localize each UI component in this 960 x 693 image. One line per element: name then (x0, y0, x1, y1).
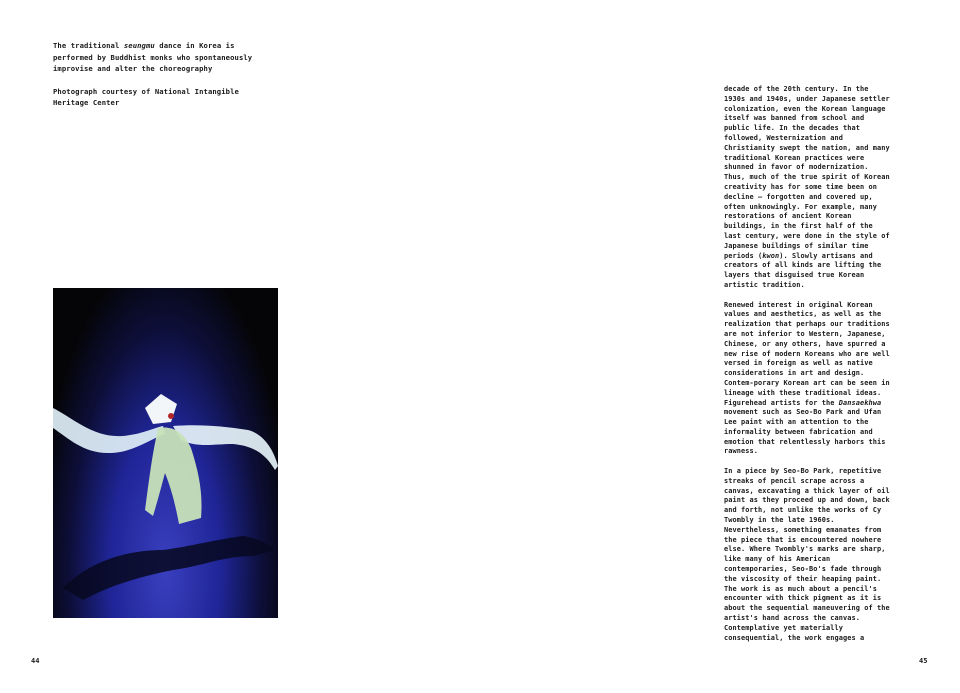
article-column (724, 85, 892, 653)
left-sleeve (53, 408, 165, 453)
caption-text-part: The traditional (53, 41, 124, 50)
caption-text (53, 40, 273, 75)
seungmu-dance-photo (53, 288, 278, 618)
dancer-hood (145, 394, 177, 424)
paragraph-3: In a piece by Seo-Bo Park, repetitive streaks of pencil scrape across a canvas, excavating a thick layer of oil paint as they proceed up and down, back and forth, not unlike the works of Cy Twombly in the late 1960s. Nevertheless, something emanates from the piece that is encountered nowhere else. Where Twombly's marks are sharp, like many of his American contemporaries, Seo-Bo's fade through the viscosity of their heaping paint. The work is as much about a pencil's encounter with thick pigment as it is about the sequential maneuvering of the artist's hand across the canvas. Contemplative yet materially consequential, the work engages a (724, 467, 890, 642)
paragraph-emphasis: Dansaekhwa (838, 398, 882, 407)
paragraph-text: movement such as Seo-Bo Park and Ufan Lee paint with an attention to the informality between fabrication and emotion that relentlessly harbors this rawness. (724, 408, 886, 456)
photo-caption (53, 40, 273, 120)
paragraph-2 (724, 301, 892, 458)
paragraph-text: ). Slowly artisans and creators of all kinds are lifting the layers that disguised true Korean artistic tradition. (724, 251, 882, 289)
page-number-right: 45 (919, 657, 928, 665)
caption-text-part: dance in Korea is performed by Buddhist monks who spontaneously improvise and alter the choreography (53, 41, 253, 73)
paragraph-text: decade of the 20th century. In the 1930s and 1940s, under Japanese settler colonization, even the Korean language itself was banned from school and public life. In the decades that followed, Westernization and Christianity swept the nation, and many traditional Korean practices were shunned in favor of modernization. Thus, much of the true spirit of Korean creativity has for some time been on decline – forgotten and covered up, often unknowingly. For example, many restorations of ancient Korean buildings, in the first half of the last century, were done in the style of Japanese buildings of similar time periods ( (724, 85, 890, 260)
dancer-illustration (53, 288, 278, 618)
paragraph-text: Renewed interest in original Korean values and aesthetics, as well as the realization that perhaps our traditions are not inferior to Western, Japanese, Chinese, or any others, have spurred a new rise of modern Koreans who are well versed in foreign as well as native considerations in art and design. Contem-porary Korean art can be seen in lineage with these traditional ideas. Figurehead artists for the (724, 300, 890, 407)
page-number-left: 44 (31, 657, 40, 665)
caption-emphasis: seungmu (123, 41, 155, 50)
red-accent (168, 413, 174, 419)
paragraph-emphasis: kwon (762, 251, 780, 260)
paragraph-1 (724, 85, 892, 291)
dancer-shadow (63, 536, 275, 600)
photo-credit: Photograph courtesy of National Intangible Heritage Center (53, 86, 239, 107)
